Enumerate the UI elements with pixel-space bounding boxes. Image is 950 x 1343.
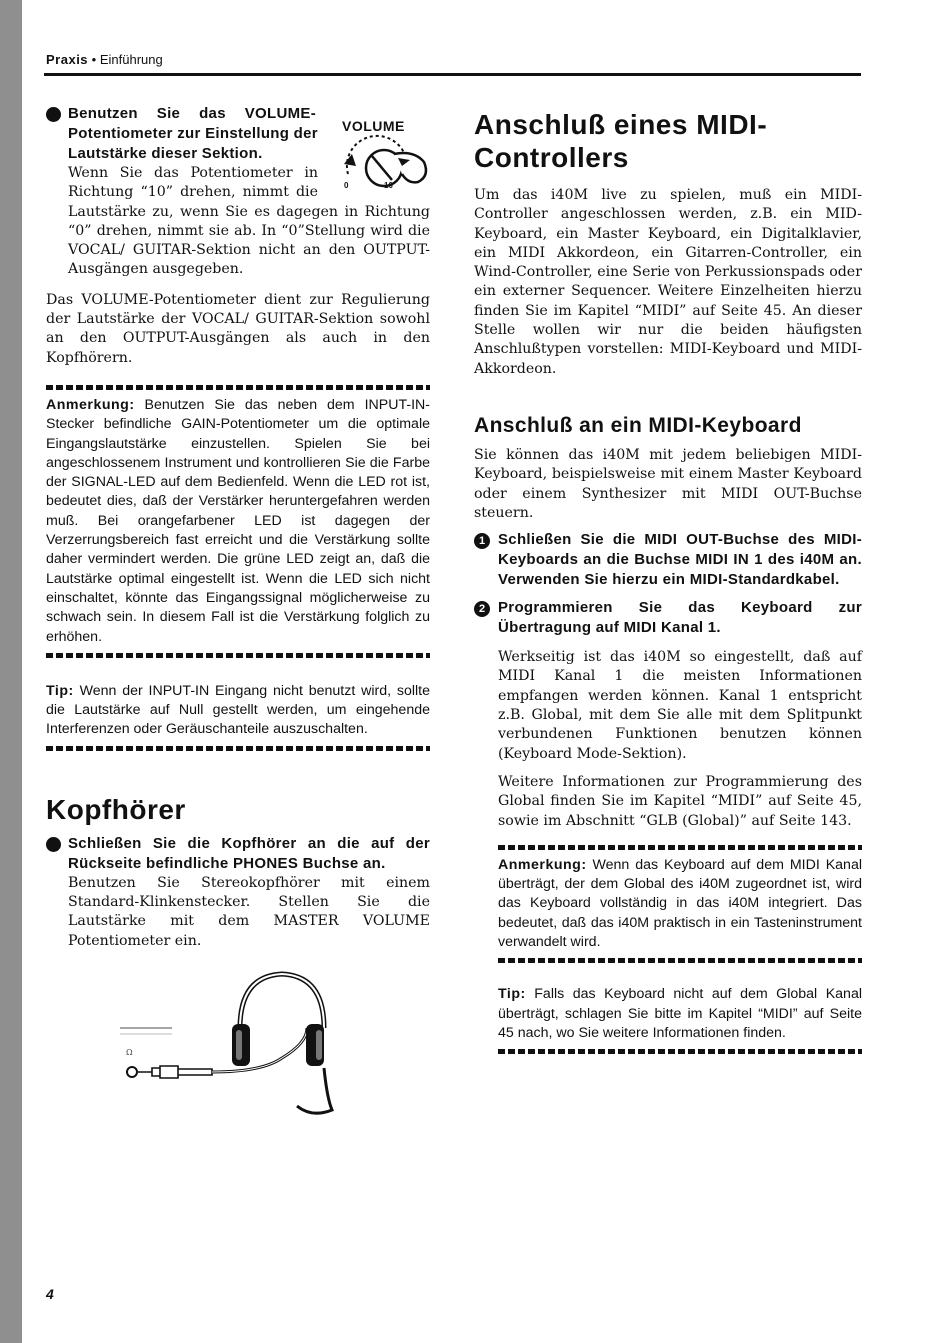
bullet-dot — [46, 107, 61, 122]
tip-dash-bottom — [46, 746, 430, 751]
subsection-title-midi-keyboard: Anschluß an ein MIDI-Keyboard — [474, 413, 802, 437]
note-1 — [46, 396, 430, 647]
note-2-dash-top — [498, 845, 862, 850]
tip-1 — [46, 682, 430, 740]
page-number: 4 — [46, 1286, 54, 1302]
headphones-icon — [112, 968, 392, 1130]
volume-text-line-1: Wenn Sie das Potentiometer in — [68, 165, 318, 181]
step-2 — [474, 598, 862, 638]
volume-heading-line-1: Benutzen Sie das VOLUME- — [68, 105, 316, 122]
headphones-heading: Schließen Sie die Kopfhörer an die auf der Rückseite befindliche PHONES Buchse an. — [68, 834, 430, 872]
note-dash-top — [46, 385, 430, 390]
note-2-dash-bottom — [498, 958, 862, 963]
tip-2-text: Falls das Keyboard nicht auf dem Global Kanal überträgt, schlagen Sie bitte im Kapitel “MIDI” auf Seite 45 nach, wo Sie weitere Informationen finden. — [498, 986, 862, 1041]
tip-1-label: Tip: — [46, 682, 74, 699]
tip-box-2 — [474, 985, 862, 1054]
headphones-text: Benutzen Sie Stereokopfhörer mit einem Standard-Klinkenstecker. Stellen Sie die Lautstärke mit dem MASTER VOLUME Potentiometer ein. — [68, 874, 430, 949]
volume-min-label: 0 — [344, 181, 349, 190]
step-1-number: 1 — [474, 533, 490, 549]
phones-jack-symbol: Ω — [126, 1048, 133, 1057]
tip-box-1 — [46, 682, 430, 751]
bullet-dot — [46, 837, 61, 852]
midi-intro: Um das i40M live zu spielen, muß ein MIDI-Controller angeschlossen werden, z.B. ein MID-Keyboard, ein Master Keyboard, ein Digitalklavier, ein MIDI Akkordeon, ein Gitarren-Controller, ein Wind-Controller, eine Serie von Perkussionspads oder ein externer Sequencer. Weitere Einzelheiten hierzu finden Sie im Kapitel “MIDI” auf Seite 45. An dieser Stelle wollen wir nur die beiden häufigsten Anschlußtypen vorstellen: MIDI-Keyboard und MIDI-Akkordeon. — [474, 187, 862, 377]
headphones-figure — [112, 968, 392, 1130]
tip-2-label: Tip: — [498, 986, 526, 1003]
note-2-label: Anmerkung: — [498, 856, 587, 873]
step-2-paragraph-1: Werkseitig ist das i40M so eingestellt, daß auf MIDI Kanal 1 die meisten Informationen empfangen werden können. Kanal 1 entspricht z.B. Global, mit dem Sie alle mit dem Splitpunkt verbundenen Funktionen benutzen können (Keyboard Mode-Sektion). — [498, 649, 862, 762]
step-2-paragraph-2: Weitere Informationen zur Programmierung des Global finden Sie im Kapitel “MIDI” auf Seite 45, sowie im Abschnitt “GLB (Global)” auf Seite 143. — [498, 773, 862, 829]
left-column — [46, 104, 430, 951]
volume-heading-line-2: Potentiometer zur Einstellung der — [68, 125, 318, 142]
header-chapter: Einführung — [99, 52, 163, 67]
volume-text-line-2: Richtung “10” drehen, nimmt die — [68, 184, 318, 201]
note-1-text: Benutzen Sie das neben dem INPUT-IN-Stecker befindliche GAIN-Potentiometer um die optimale Eingangslautstärke einzustellen. Spielen Sie bei angeschlossenem Instrument und kontrollieren Sie die Farbe der SIGNAL-LED auf dem Bedienfeld. Wenn die LED rot ist, bedeutet dies, daß der Verstärker heruntergefahren werden muß. Bei orangefarbener LED ist dagegen der Verzerrungsbereich fast erreicht und die Verstärkung sollte daher vermindert werden. Die grüne LED zeigt an, daß die Lautstärke optimal eingestellt ist. Wenn die LED sich nicht einschaltet, könnte das Eingangssignal möglicherweise zu schwach sein. In diesem Fall ist die Verstärkung folglich zu erhöhen. — [46, 396, 430, 645]
note-1-label: Anmerkung: — [46, 396, 135, 413]
note-dash-bottom — [46, 653, 430, 658]
volume-paragraph: Das VOLUME-Potentiometer dient zur Regulierung der Lautstärke der VOCAL/ GUITAR-Sektion sowohl an den OUTPUT-Ausgängen als auch in den Kopfhörern. — [46, 291, 430, 366]
header-rule — [44, 73, 861, 76]
step-1-text: Schließen Sie die MIDI OUT-Buchse des MIDI-Keyboards an die Buchse MIDI IN 1 des i40M an. Verwenden Sie hierzu ein MIDI-Standardkabel. — [498, 531, 862, 589]
volume-max-label: 10 — [384, 181, 393, 190]
note-box-1 — [46, 385, 430, 658]
volume-figure-label: VOLUME — [342, 118, 405, 134]
right-column — [474, 108, 862, 1054]
header-section: Praxis — [46, 52, 89, 67]
page-edge-strip — [0, 0, 22, 1343]
step-2-number: 2 — [474, 601, 490, 617]
volume-heading-line-3: Lautstärke dieser Sektion. — [68, 145, 263, 162]
volume-knob-figure — [336, 118, 432, 198]
step-1 — [474, 530, 862, 590]
midi-keyboard-intro: Sie können das i40M mit jedem beliebigen MIDI-Keyboard, beispielsweise mit einem Master Keyboard oder einem Synthesizer mit MIDI OUT-Buchse steuern. — [474, 446, 862, 521]
section-title-midi-controller: Anschluß eines MIDI-Controllers — [474, 109, 768, 173]
headphones-bullet — [46, 834, 430, 951]
tip-1-text: Wenn der INPUT-IN Eingang nicht benutzt wird, sollte die Lautstärke auf Null gestellt werden, um eingehende Interferenzen oder Geräuschanteile auszuschalten. — [46, 682, 430, 738]
note-box-2 — [474, 845, 862, 963]
tip-2-dash-bottom — [498, 1049, 862, 1054]
step-2-text: Programmieren Sie das Keyboard zur Übertragung auf MIDI Kanal 1. — [498, 599, 862, 637]
note-2 — [498, 856, 862, 952]
tip-2 — [498, 985, 862, 1043]
header-separator: • — [91, 52, 97, 67]
note-2-text: Wenn das Keyboard auf dem MIDI Kanal überträgt, der dem Global des i40M zugeordnet ist, wird das Keyboard vollständig in das i40M integriert. Das bedeutet, daß das i40M praktisch in ein Tasteninstrument verwandelt wird. — [498, 856, 862, 951]
volume-text: Lautstärke zu, wenn Sie es dagegen in Richtung “0” drehen, nimmt sie ab. In “0”Stellung wird die VOCAL/ GUITAR-Sektion nicht an den OUTPUT-Ausgängen ausgegeben. — [68, 203, 430, 278]
running-header — [46, 52, 163, 67]
section-title-headphones: Kopfhörer — [46, 793, 186, 825]
